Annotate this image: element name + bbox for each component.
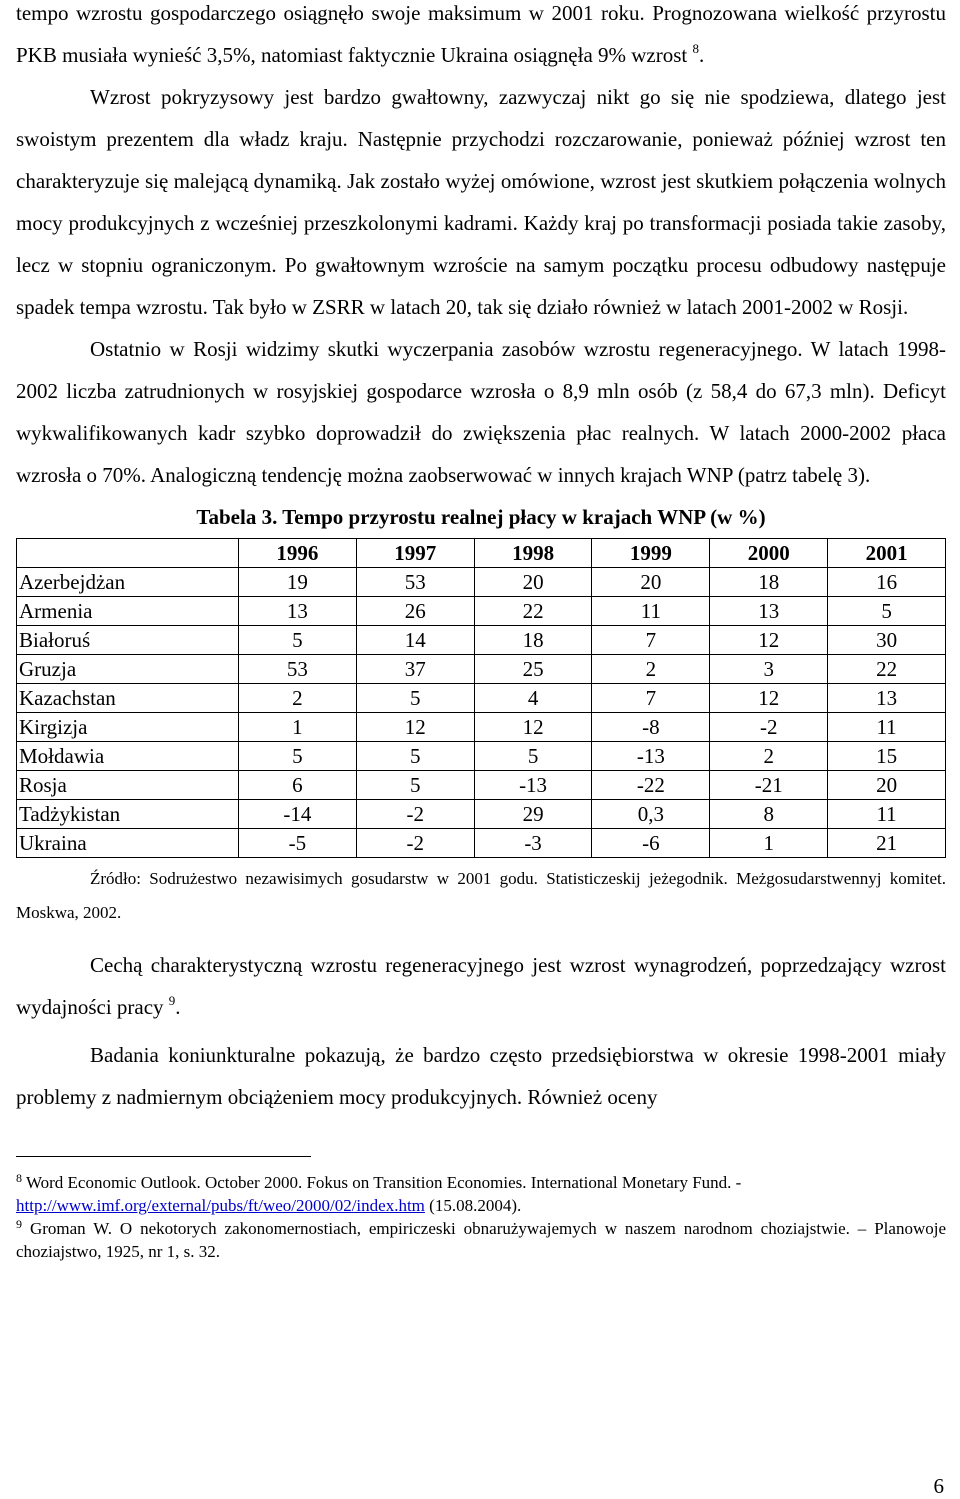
value-cell: 29 (474, 800, 592, 829)
value-cell: 53 (356, 568, 474, 597)
footnote-ref-9[interactable]: 9 (168, 993, 176, 1008)
header-year-cell: 1997 (356, 539, 474, 568)
footnote-9 (16, 1217, 946, 1263)
value-cell: 14 (356, 626, 474, 655)
value-cell: 21 (828, 829, 946, 858)
value-cell: 0,3 (592, 800, 710, 829)
value-cell: 11 (828, 713, 946, 742)
value-cell: -13 (592, 742, 710, 771)
country-cell: Białoruś (17, 626, 239, 655)
value-cell: 12 (710, 684, 828, 713)
table-source-text: Źródło: Sodrużestwo nezawisimych gosudarstw w 2001 godu. Statisticzeskij jeżegodnik. Meżgosudarstwennyj komitet. Moskwa, 2002. (16, 869, 946, 922)
value-cell: 26 (356, 597, 474, 626)
table-row (17, 655, 946, 684)
value-cell: -8 (592, 713, 710, 742)
footnote-8-after: (15.08.2004). (424, 1196, 522, 1215)
footnote-8-text: Word Economic Outlook. October 2000. Fokus on Transition Economies. International Monetary Fund. - (25, 1173, 742, 1192)
country-cell: Azerbejdżan (17, 568, 239, 597)
country-cell: Tadżykistan (17, 800, 239, 829)
value-cell: 13 (239, 597, 357, 626)
paragraph-5: Badania koniunkturalne pokazują, że bardzo często przedsiębiorstwa w okresie 1998-2001 miały problemy z nadmiernym obciążeniem mocy produkcyjnych. Również oceny (16, 1043, 946, 1109)
footnote-ref-8[interactable]: 8 (692, 41, 699, 56)
table-row (17, 684, 946, 713)
value-cell: 20 (592, 568, 710, 597)
value-cell: 11 (592, 597, 710, 626)
table-header-row (17, 539, 946, 568)
value-cell: 37 (356, 655, 474, 684)
value-cell: -2 (356, 829, 474, 858)
value-cell: 5 (356, 742, 474, 771)
paragraph-1 (16, 0, 946, 76)
paragraph-4-text: Cechą charakterystyczną wzrostu regeneracyjnego jest wzrost wynagrodzeń, poprzedzający wzrost wydajności pracy (16, 953, 946, 1019)
value-cell: 5 (239, 742, 357, 771)
table-row (17, 800, 946, 829)
value-cell: -22 (592, 771, 710, 800)
value-cell: 11 (828, 800, 946, 829)
country-cell: Ukraina (17, 829, 239, 858)
header-year-cell: 2000 (710, 539, 828, 568)
value-cell: -21 (710, 771, 828, 800)
value-cell: 12 (356, 713, 474, 742)
footnote-9-text: Groman W. O nekotorych zakonomernostiach, empiriczeski obnarużywajemych w naszem narodnom choziajstwie. – Planowoje choziajstwo, 1925, nr 1, s. 32. (16, 1219, 946, 1261)
header-year-cell: 2001 (828, 539, 946, 568)
country-cell: Rosja (17, 771, 239, 800)
paragraph-3: Ostatnio w Rosji widzimy skutki wyczerpania zasobów wzrostu regeneracyjnego. W latach 1998-2002 liczba zatrudnionych w rosyjskiej gospodarce wzrosła o 8,9 mln osób (z 58,4 do 67,3 mln). Deficyt wykwalifikowanych kadr szybko doprowadził do zwiększenia płac realnych. W latach 2000-2002 płaca wzrosła o 70%. Analogiczną tendencję można zaobserwować w innych krajach WNP (patrz tabelę 3). (16, 337, 946, 487)
value-cell: 4 (474, 684, 592, 713)
value-cell: -2 (356, 800, 474, 829)
value-cell: 18 (474, 626, 592, 655)
value-cell: 19 (239, 568, 357, 597)
value-cell: 5 (356, 771, 474, 800)
value-cell: 15 (828, 742, 946, 771)
value-cell: 2 (239, 684, 357, 713)
document-page (16, 0, 946, 1263)
paragraph-1-text: tempo wzrostu gospodarczego osiągnęło swoje maksimum w 2001 roku. Prognozowana wielkość przyrostu PKB musiała wynieść 3,5%, natomiast faktycznie Ukraina osiągnęła 9% wzrost (16, 1, 946, 67)
value-cell: 12 (710, 626, 828, 655)
table-title: Tabela 3. Tempo przyrostu realnej płacy w krajach WNP (w %) (196, 505, 766, 529)
wage-growth-table (16, 538, 946, 858)
table-body (17, 568, 946, 858)
header-year-cell: 1999 (592, 539, 710, 568)
value-cell: -5 (239, 829, 357, 858)
value-cell: 3 (710, 655, 828, 684)
table-row (17, 742, 946, 771)
country-cell: Kazachstan (17, 684, 239, 713)
footnote-9-number: 9 (16, 1217, 22, 1231)
country-cell: Gruzja (17, 655, 239, 684)
value-cell: -14 (239, 800, 357, 829)
value-cell: 1 (710, 829, 828, 858)
footnote-separator (16, 1156, 311, 1157)
value-cell: -6 (592, 829, 710, 858)
paragraph-4-end: . (175, 995, 181, 1019)
value-cell: 7 (592, 684, 710, 713)
page-number: 6 (933, 1474, 944, 1498)
value-cell: 16 (828, 568, 946, 597)
value-cell: 25 (474, 655, 592, 684)
value-cell: 7 (592, 626, 710, 655)
value-cell: 20 (828, 771, 946, 800)
header-year-cell: 1998 (474, 539, 592, 568)
table-source (16, 862, 946, 930)
footnote-8 (16, 1171, 946, 1217)
paragraph-2: Wzrost pokryzysowy jest bardzo gwałtowny, zazwyczaj nikt go się nie spodziewa, dlatego jest swoistym prezentem dla władz kraju. Następnie przychodzi rozczarowanie, ponieważ później wzrost ten charakteryzuje się malejącą dynamiką. Jak zostało wyżej omówione, wzrost jest skutkiem połączenia wolnych mocy produkcyjnych z wcześniej przeszkolonymi kadrami. Każdy kraj po transformacji posiada takie zasoby, lecz w stopniu ograniczonym. Po gwałtownym wzroście na samym początku procesu odbudowy następuje spadek tempa wzrostu. Tak było w ZSRR w latach 20, tak się działo również w latach 2001-2002 w Rosji. (16, 85, 946, 319)
value-cell: 13 (710, 597, 828, 626)
country-cell: Mołdawia (17, 742, 239, 771)
paragraph-1-end: . (699, 43, 705, 67)
value-cell: 13 (828, 684, 946, 713)
value-cell: 12 (474, 713, 592, 742)
value-cell: 6 (239, 771, 357, 800)
value-cell: 20 (474, 568, 592, 597)
value-cell: 30 (828, 626, 946, 655)
table-row (17, 568, 946, 597)
value-cell: -3 (474, 829, 592, 858)
value-cell: 5 (828, 597, 946, 626)
value-cell: -13 (474, 771, 592, 800)
value-cell: 53 (239, 655, 357, 684)
value-cell: 2 (592, 655, 710, 684)
value-cell: 5 (356, 684, 474, 713)
footnote-8-link[interactable]: http://www.imf.org/external/pubs/ft/weo/2000/02/index.htm (16, 1196, 425, 1215)
table-row (17, 626, 946, 655)
table-row (17, 829, 946, 858)
header-corner-cell (17, 539, 239, 568)
table-row (17, 771, 946, 800)
value-cell: 5 (239, 626, 357, 655)
paragraph-4 (16, 944, 946, 1028)
table-row (17, 713, 946, 742)
table-row (17, 597, 946, 626)
country-cell: Armenia (17, 597, 239, 626)
value-cell: -2 (710, 713, 828, 742)
value-cell: 22 (474, 597, 592, 626)
footnote-8-number: 8 (16, 1171, 22, 1185)
value-cell: 2 (710, 742, 828, 771)
value-cell: 1 (239, 713, 357, 742)
value-cell: 18 (710, 568, 828, 597)
value-cell: 22 (828, 655, 946, 684)
value-cell: 8 (710, 800, 828, 829)
header-year-cell: 1996 (239, 539, 357, 568)
value-cell: 5 (474, 742, 592, 771)
country-cell: Kirgizja (17, 713, 239, 742)
